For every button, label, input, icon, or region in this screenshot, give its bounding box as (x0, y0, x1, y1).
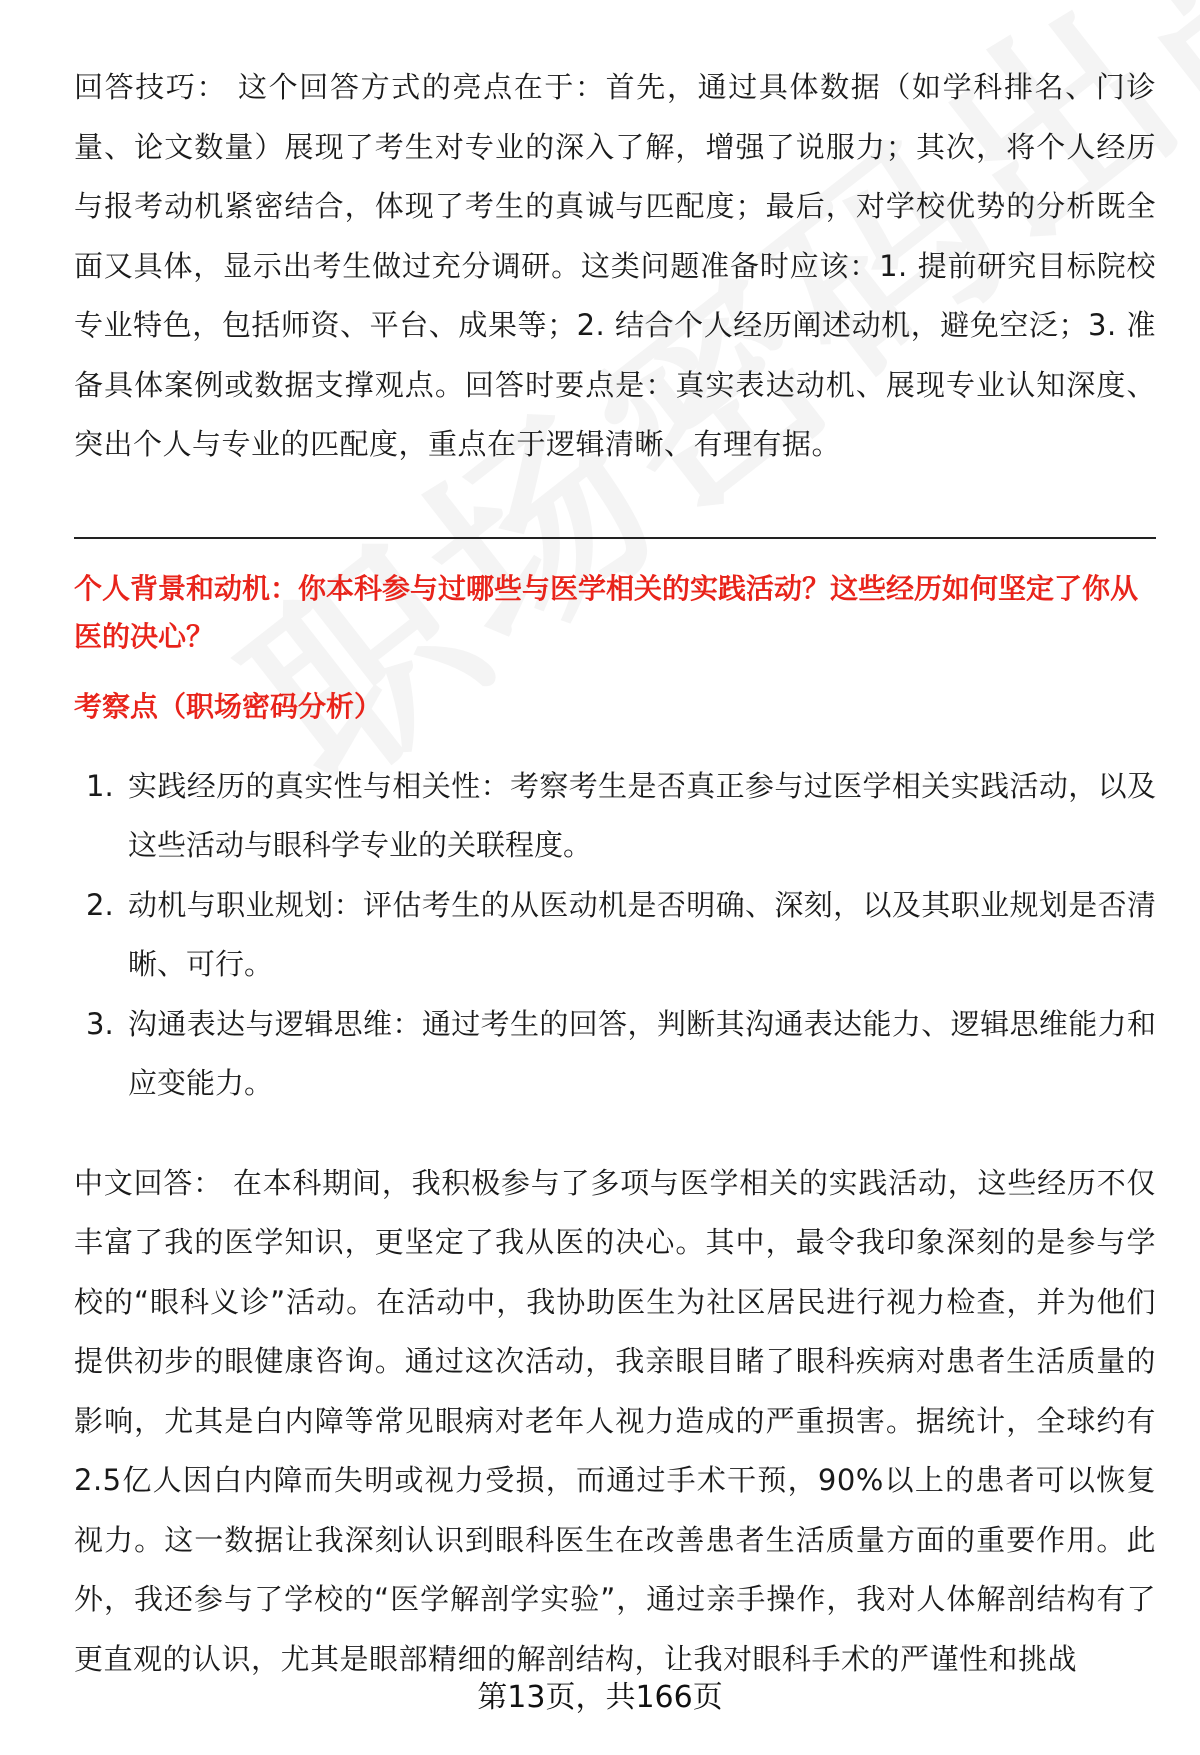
exam-points-heading: 考察点（职场密码分析） (74, 689, 383, 723)
exam-point-number: 1. (86, 768, 114, 803)
exam-point-item (74, 876, 1156, 995)
exam-point-text: 实践经历的真实性与相关性：考察考生是否真正参与过医学相关实践活动，以及这些活动与眼科学专业的关联程度。 (128, 768, 1156, 862)
exam-point-number: 2. (86, 887, 114, 922)
document-page (74, 58, 1156, 1689)
answer-tips-paragraph: 回答技巧： 这个回答方式的亮点在于：首先，通过具体数据（如学科排名、门诊量、论文数量）展现了考生对专业的深入了解，增强了说服力；其次，将个人经历与报考动机紧密结合，体现了考生的真诚与匹配度；最后，对学校优势的分析既全面又具体，显示出考生做过充分调研。这类问题准备时应该：1. 提前研究目标院校专业特色，包括师资、平台、成果等；2. 结合个人经历阐述动机，避免空泛；3. 准备具体案例或数据支撑观点。回答时要点是：真实表达动机、展现专业认知深度、突出个人与专业的匹配度，重点在于逻辑清晰、有理有据。 (74, 70, 1156, 461)
exam-point-item (74, 995, 1156, 1114)
exam-point-text: 沟通表达与逻辑思维：通过考生的回答，判断其沟通表达能力、逻辑思维能力和应变能力。 (128, 1006, 1156, 1100)
exam-point-item (74, 757, 1156, 876)
section-divider (74, 537, 1156, 539)
exam-point-number: 3. (86, 1006, 114, 1041)
page-number-footer: 第13页，共166页 (477, 1680, 723, 1715)
exam-points-list (74, 757, 1156, 1114)
exam-point-text: 动机与职业规划：评估考生的从医动机是否明确、深刻，以及其职业规划是否清晰、可行。 (128, 887, 1156, 981)
question-heading: 个人背景和动机：你本科参与过哪些与医学相关的实践活动？这些经历如何坚定了你从医的决心？ (74, 571, 1139, 653)
chinese-answer-paragraph: 中文回答： 在本科期间，我积极参与了多项与医学相关的实践活动，这些经历不仅丰富了我的医学知识，更坚定了我从医的决心。其中，最令我印象深刻的是参与学校的“眼科义诊”活动。在活动中，我协助医生为社区居民进行视力检查，并为他们提供初步的眼健康咨询。通过这次活动，我亲眼目睹了眼科疾病对患者生活质量的影响，尤其是白内障等常见眼病对老年人视力造成的严重损害。据统计，全球约有2.5亿人因白内障而失明或视力受损，而通过手术干预，90%以上的患者可以恢复视力。这一数据让我深刻认识到眼科医生在改善患者生活质量方面的重要作用。此外，我还参与了学校的“医学解剖学实验”，通过亲手操作，我对人体解剖结构有了更直观的认识，尤其是眼部精细的解剖结构，让我对眼科手术的严谨性和挑战 (74, 1165, 1156, 1676)
